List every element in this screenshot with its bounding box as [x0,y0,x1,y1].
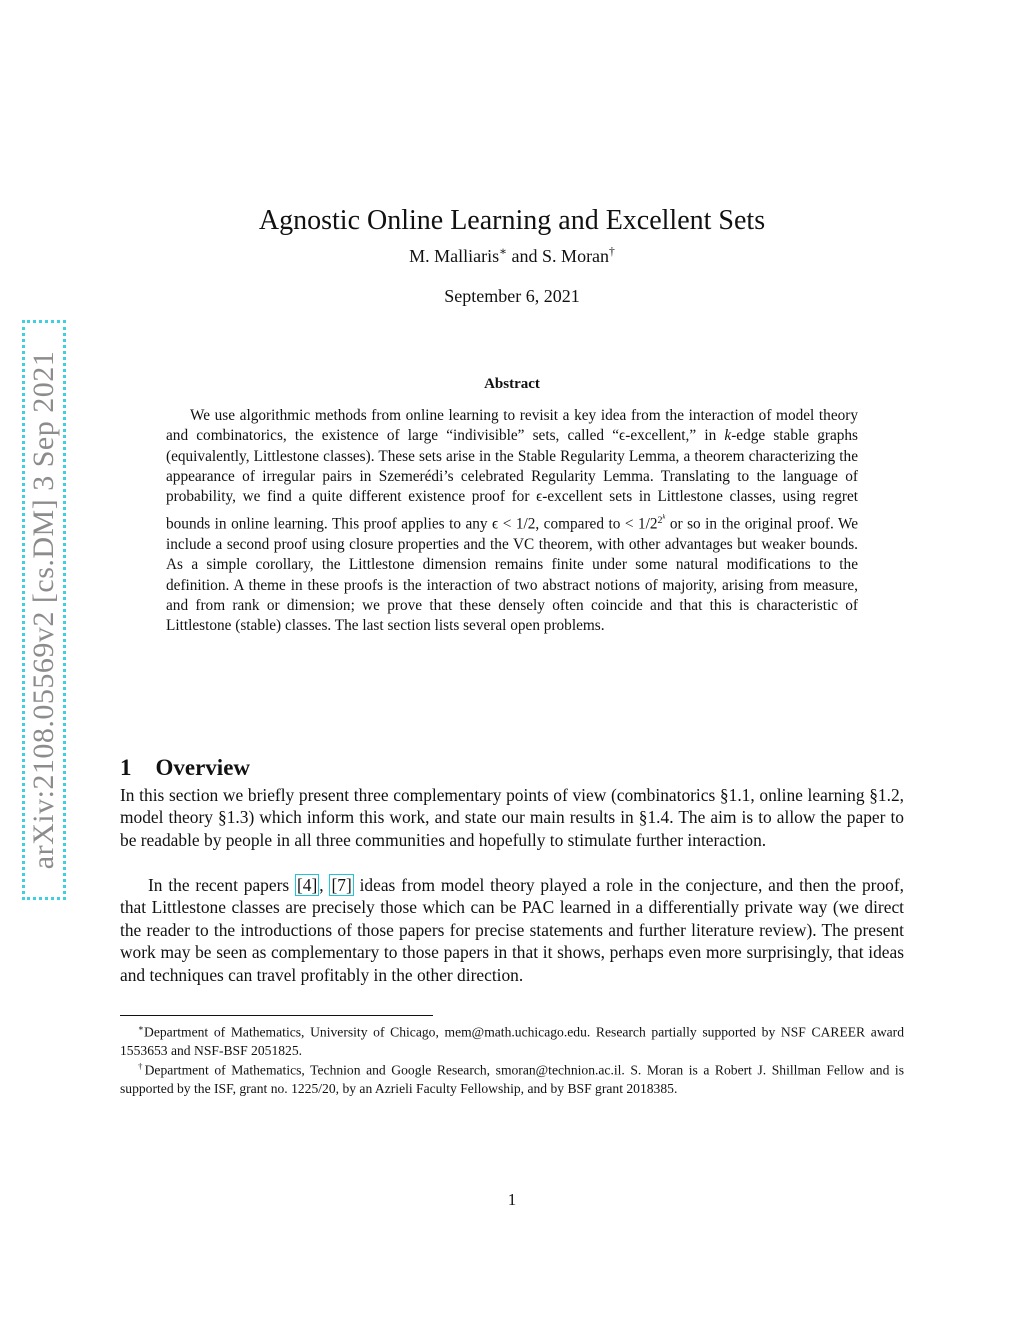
arxiv-identifier-text: arXiv:2108.05569v2 [cs.DM] 3 Sep 2021 [27,350,61,870]
footnote-mark-author2[interactable]: † [609,245,615,258]
section-heading-overview [120,755,250,781]
paper-title: Agnostic Online Learning and Excellent Sets [258,204,766,236]
abstract-exponent: 2k [657,513,666,526]
footnote-1-mark: ∗ [138,1023,145,1033]
abstract-body [166,406,858,637]
paragraph2-start: In the recent papers [148,875,295,895]
footnote-divider [120,1015,433,1016]
publication-date: September 6, 2021 [444,286,580,306]
citation-separator: , [319,875,330,895]
body-paragraph-2 [120,874,904,986]
page-number: 1 [507,1190,517,1209]
footnote-2-mark: † [138,1061,145,1071]
abstract-text-part3: or so in the original proof. We include a second proof using closure properties and the VC theorem, with other advantages but weaker bounds. As a simple corollary, the Littlestone dimension remains finite under some natural modifications to the definition. A theme in these proofs is the interaction of two abstract notions of majority, arising from measure, and from rank or dimension; we prove that these densely often coincide and that this is characteristic of Littlestone (stable) classes. The last section lists several open problems. [166,515,858,635]
abstract-heading: Abstract [484,376,540,392]
footnote-mark-author1[interactable]: ∗ [499,245,508,258]
footnote-1-text: Department of Mathematics, University of Chicago, mem@math.uchicago.edu. Research partially supported by NSF CAREER award 1553653 and NSF-BSF 2051825. [120,1024,904,1058]
section-number: 1 [120,755,132,781]
body-paragraph-1: In this section we briefly present three complementary points of view (combinatorics §1.1, online learning §1.2, model theory §1.3) which inform this work, and state our main results in §1.4. The aim is to allow the paper to be readable by people in all three communities and hopefully to stimulate further interaction. [120,785,904,850]
author-malliaris: M. Malliaris [409,246,500,266]
section-title: Overview [155,755,251,781]
citation-link-4[interactable]: [4] [296,875,318,895]
abstract-text-part1: We use algorithmic methods from online learning to revisit a key idea from the interaction of model theory and combinatorics, the existence of large “indivisible” sets, called “ϵ-excellent,” in [166,407,858,445]
author-line [0,244,1024,267]
citation-link-7[interactable]: [7] [331,875,352,895]
author-moran: S. Moran [542,246,610,266]
abstract-exponent-k: k [662,513,666,521]
abstract-variable-k: k [724,427,732,445]
footnote-1 [120,1019,904,1060]
paragraph2-rest: ideas from model theory played a role in the conjecture, and then the proof, that Littlestone classes are precisely those which can be PAC learned in a differentially private way (we direct the reader to the introductions of those papers for precise statements and further literature review). The present work may be seen as complementary to those papers in that it shows, perhaps even more surprisingly, that ideas and techniques can travel profitably in the other direction. [120,875,904,985]
footnote-2-text: Department of Mathematics, Technion and Google Research, smoran@technion.ac.il. S. Moran is a Robert J. Shillman Fellow and is supported by the ISF, grant no. 1225/20, by an Azrieli Faculty Fellowship, and by BSF grant 2018385. [120,1062,904,1096]
author-separator: and [507,246,543,266]
abstract-text-part2: -edge stable graphs (equivalently, Littlestone classes). These sets arise in the Stable Regularity Lemma, a theorem characterizing the appearance of irregular pairs in Szemerédi’s celebrated Regularity Lemma. Translating to the language of probability, we find a quite different existence proof for ϵ-excellent sets in Littlestone classes, using regret bounds in online learning. This proof applies to any ϵ < 1/2, compared to < 1/2 [166,427,858,533]
arxiv-identifier-stamp [22,320,66,900]
footnote-2 [120,1057,904,1098]
